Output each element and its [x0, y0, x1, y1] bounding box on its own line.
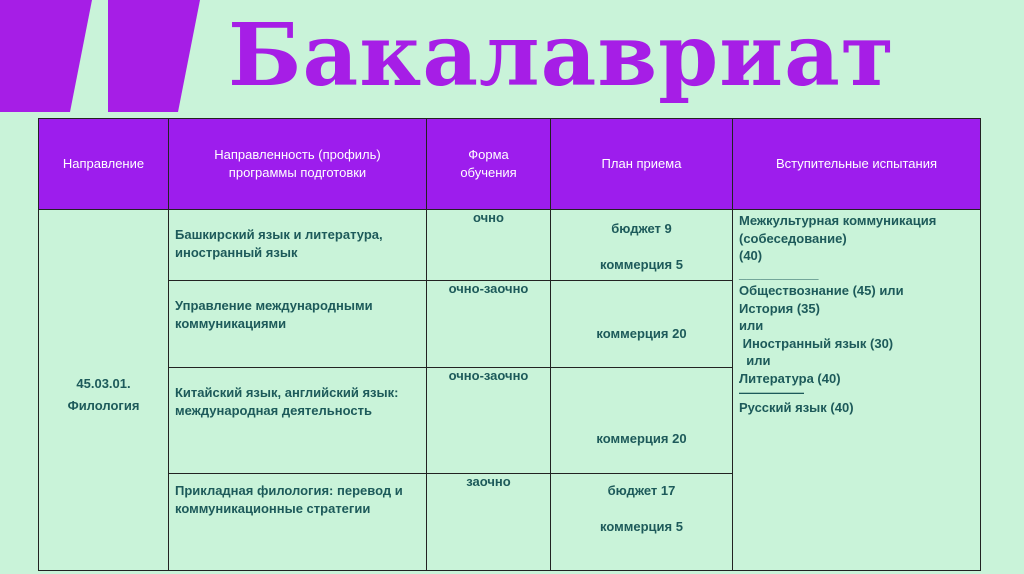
exams-cell: [733, 210, 981, 571]
form-cell: очно-заочно: [427, 368, 551, 474]
header-exams: Вступительные испытания: [733, 119, 981, 210]
plan-cell: [551, 210, 733, 281]
plan-commerce: коммерция 5: [600, 257, 683, 272]
exam-line: Иностранный язык (30): [739, 335, 894, 351]
plan-cell: [551, 368, 733, 474]
plan-cell: [551, 281, 733, 368]
form-cell: очно-заочно: [427, 281, 551, 368]
header-plan: План приема: [551, 119, 733, 210]
exam-line: Межкультурная коммуникация: [739, 213, 937, 228]
header-direction: Направление: [39, 119, 169, 210]
table-row: [39, 210, 981, 281]
exam-line: или: [739, 318, 764, 333]
admission-table: [38, 118, 981, 571]
exam-divider: ___________: [739, 265, 819, 281]
quote-mark-icon: [0, 0, 200, 112]
form-cell: очно: [427, 210, 551, 281]
plan-commerce: коммерция 20: [596, 431, 687, 446]
form-cell: заочно: [427, 474, 551, 571]
direction-name: Филология: [67, 398, 140, 413]
direction-code: 45.03.01.: [76, 376, 131, 391]
exam-line: История (35): [739, 300, 820, 316]
profile-cell: Башкирский язык и литература, иностранный язык: [169, 210, 427, 281]
exam-divider: —————: [739, 385, 804, 400]
exam-line: Литература (40): [739, 370, 841, 386]
plan-cell: [551, 474, 733, 571]
plan-budget: бюджет 9: [611, 221, 672, 236]
exam-line: (40): [739, 248, 763, 263]
plan-commerce: коммерция 20: [596, 326, 687, 341]
exam-line: Русский язык (40): [739, 400, 854, 415]
profile-cell: Управление международными коммуникациями: [169, 281, 427, 368]
header-profile: Направленность (профиль) программы подготовки: [169, 119, 427, 210]
plan-budget: бюджет 17: [607, 483, 676, 498]
header-form: Форма обучения: [427, 119, 551, 210]
direction-cell: [39, 210, 169, 571]
profile-cell: Китайский язык, английский язык: международная деятельность: [169, 368, 427, 474]
exam-line: или: [739, 353, 771, 368]
page-title: Бакалавриат: [228, 5, 896, 106]
plan-commerce: коммерция 5: [600, 519, 683, 534]
table-header-row: [39, 119, 981, 210]
profile-cell: Прикладная филология: перевод и коммуникационные стратегии: [169, 474, 427, 571]
exam-line: (собеседование): [739, 230, 847, 246]
exam-line: Обществознание (45) или: [739, 283, 904, 298]
